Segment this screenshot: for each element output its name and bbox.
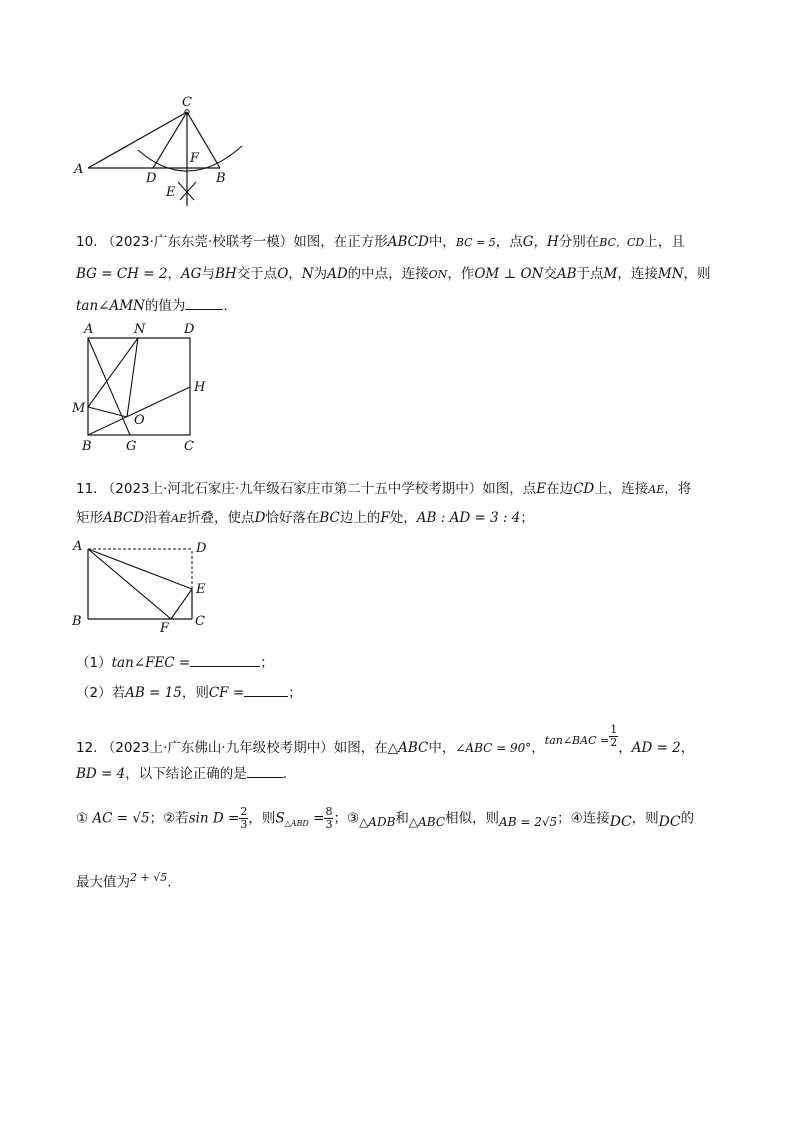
segment-on (127, 338, 138, 417)
q12-line2 (76, 763, 287, 784)
q11-text: ； (260, 655, 274, 671)
q11-math: E (536, 481, 547, 497)
label-a: A (74, 162, 84, 177)
answer-blank[interactable] (244, 682, 288, 697)
q10-text: 与 (201, 266, 215, 282)
q12-math: = (308, 810, 325, 827)
label-b: B (72, 614, 82, 629)
q10-math: ON (428, 268, 448, 281)
q12-text: 中， (428, 740, 456, 756)
q10-math: MN (657, 266, 684, 282)
q12-math: S (275, 810, 285, 827)
label-b: B (216, 171, 226, 186)
q12-math: AD = 2 (631, 740, 681, 756)
q10-math: BG = CH = 2 (76, 266, 168, 282)
q10-math: N (301, 266, 314, 282)
q10-text: 中， (428, 234, 456, 250)
q10-text: 为 (313, 266, 328, 282)
segment-ac (88, 112, 187, 168)
q10-math: tan∠AMN (76, 298, 145, 314)
q12-math: sin D = (188, 810, 240, 827)
q10-math: AB (556, 266, 577, 282)
q10-math: O (277, 266, 289, 282)
q10-math: G，H (522, 234, 559, 250)
q11-text: ，将 (664, 481, 692, 497)
q11-math: AB = 15 (125, 685, 182, 701)
segment-ag (88, 338, 130, 435)
q11-text: 矩形 (76, 510, 103, 526)
q12-math: DC (609, 814, 632, 831)
q11-math: tan∠FEC = (111, 655, 191, 671)
q11-text: 折叠，使点 (187, 510, 255, 526)
q11-math: ABCD (103, 510, 145, 526)
figure-q10 (70, 320, 220, 452)
fraction-two-thirds: $\frac{2}{3}$ (240, 805, 248, 831)
q11-text: 边上的 (339, 510, 381, 526)
q11-text: 在边 (546, 481, 574, 497)
q12-text: . (282, 766, 288, 782)
q12-text: ，则 (248, 810, 276, 827)
label-m: M (72, 401, 86, 416)
q12-line1 (76, 724, 694, 758)
q12-number: 12. (76, 740, 98, 756)
q12-text: ；②若 (149, 810, 189, 827)
q11-text: 上，连接 (594, 481, 649, 497)
q11-text: 处， (389, 510, 417, 526)
label-c: C (182, 95, 192, 110)
q10-text: ， (167, 266, 181, 282)
q12-math: BD = 4 (76, 766, 126, 782)
q11-line1 (76, 479, 691, 500)
q11-text: ，则 (181, 685, 209, 701)
segment-om (88, 407, 127, 417)
q12-text: ，则 (631, 810, 659, 827)
q11-math: CD (573, 481, 595, 497)
q12-text: ， (680, 740, 695, 756)
q11-sub1 (76, 652, 274, 673)
q10-line1 (76, 232, 685, 253)
label-d: D (196, 541, 207, 556)
q12-text: 如图，在 (333, 740, 388, 756)
q11-text: ； (288, 685, 302, 701)
q12-text: ；④连接 (557, 810, 610, 827)
label-d: D (146, 171, 157, 186)
label-n: N (134, 322, 146, 337)
q11-math: AB : AD = 3 : 4 (416, 510, 521, 526)
label-a: A (84, 322, 94, 337)
q11-math: D (254, 510, 266, 526)
q10-text: 于点 (576, 266, 604, 282)
q11-text: ； (520, 510, 534, 526)
q10-math: M (603, 266, 618, 282)
q12-math: tan∠BAC = (544, 734, 610, 747)
label-e: E (196, 582, 206, 597)
q10-text: 分别在 (558, 234, 600, 250)
q10-math: BC，CD (599, 236, 645, 249)
q10-text: 的值为 (144, 298, 186, 314)
label-c: C (184, 439, 194, 452)
q10-text: ，则 (683, 266, 711, 282)
fraction-one-half: $\frac{1}{2}$ (610, 723, 618, 749)
q11-math: F (380, 510, 390, 526)
q10-source: （2023·广东东莞·校联考一模） (101, 234, 294, 250)
fraction-eight-thirds: $\frac{8}{3}$ (325, 805, 333, 831)
q10-text: ，点 (495, 234, 523, 250)
label-c: C (195, 614, 205, 629)
q12-text: ① (76, 810, 89, 827)
q11-source: （2023上·河北石家庄·九年级石家庄市第二十五中学校考期中） (101, 481, 483, 497)
q10-math: ABCD (387, 234, 429, 250)
q12-text: ，以下结论正确的是 (125, 766, 247, 782)
label-g: G (126, 439, 137, 452)
segment-af (88, 549, 171, 619)
q10-math: BH (214, 266, 237, 282)
q10-text: 上，且 (644, 234, 685, 250)
q11-number: 11. (76, 481, 98, 497)
label-h: H (194, 380, 206, 395)
segment-fe (171, 589, 192, 619)
q12-text: ；③ (333, 810, 360, 827)
q12-line3 (76, 806, 694, 834)
label-d: D (184, 322, 195, 337)
q12-text: 的 (680, 810, 695, 827)
arc-mark-e1 (178, 182, 194, 200)
q12-text: . (167, 874, 172, 891)
label-o: O (134, 413, 145, 428)
q11-math: AE (171, 512, 188, 525)
q12-math: AB = 2√5 (499, 815, 558, 830)
q11-sub2 (76, 682, 302, 703)
answer-blank[interactable] (190, 652, 260, 667)
q12-text: 和 (395, 810, 409, 827)
q10-math: BC = 5 (455, 236, 496, 249)
q11-sub1-number: （1） (76, 655, 112, 671)
arc-mark-e2 (180, 182, 196, 200)
q10-math: OM ⊥ ON (474, 266, 544, 282)
q10-line3 (76, 295, 228, 316)
q12-math: DC (658, 814, 681, 831)
q12-line4 (76, 868, 172, 893)
q11-text: 如图，点 (482, 481, 537, 497)
q11-sub2-number: （2）若 (76, 685, 126, 701)
q10-text: 如图，在正方形 (293, 234, 388, 250)
q12-math: 2 + √5 (130, 871, 168, 884)
q10-line2 (76, 264, 711, 285)
answer-blank[interactable] (185, 295, 223, 310)
label-b: B (82, 439, 92, 452)
label-f: F (190, 151, 200, 166)
q11-math: CF = (208, 685, 245, 701)
label-a: A (73, 539, 83, 554)
q12-math: △ABC (387, 740, 429, 756)
q10-math: AG (180, 266, 202, 282)
q12-math: △ABD (284, 819, 309, 829)
q10-text: . (223, 298, 228, 314)
q10-math: AD (327, 266, 348, 282)
q11-math: BC (319, 510, 340, 526)
q12-source: （2023上·广东佛山·九年级校考期中） (101, 740, 334, 756)
q10-text: 交 (543, 266, 557, 282)
q12-math: ∠ABC = 90° (455, 741, 532, 755)
figure-q11 (68, 533, 218, 633)
q10-number: 10. (76, 234, 98, 250)
q10-text: 交于点 (236, 266, 278, 282)
q12-text: 最大值为 (76, 874, 130, 891)
q11-math: AE (648, 483, 665, 496)
q12-text: ， (618, 740, 632, 756)
q10-text: ，作 (447, 266, 475, 282)
segment-cd (153, 112, 187, 168)
q12-math: AC = √5 (92, 810, 150, 827)
label-e: E (166, 185, 176, 200)
q12-math: △ADB (359, 815, 396, 830)
q10-text: 的中点，连接 (347, 266, 429, 282)
answer-blank[interactable] (247, 763, 283, 778)
label-f: F (160, 621, 170, 633)
q11-line2 (76, 508, 534, 529)
q12-text: 相似，则 (445, 810, 500, 827)
figure-q9 (70, 90, 260, 215)
q12-text: ， (531, 740, 545, 756)
segment-ae (88, 549, 192, 589)
q12-math: △ABC (408, 815, 446, 830)
q11-text: 恰好落在 (265, 510, 320, 526)
q10-text: ，连接 (617, 266, 658, 282)
q11-text: 沿着 (144, 510, 172, 526)
q10-text: ， (288, 266, 302, 282)
